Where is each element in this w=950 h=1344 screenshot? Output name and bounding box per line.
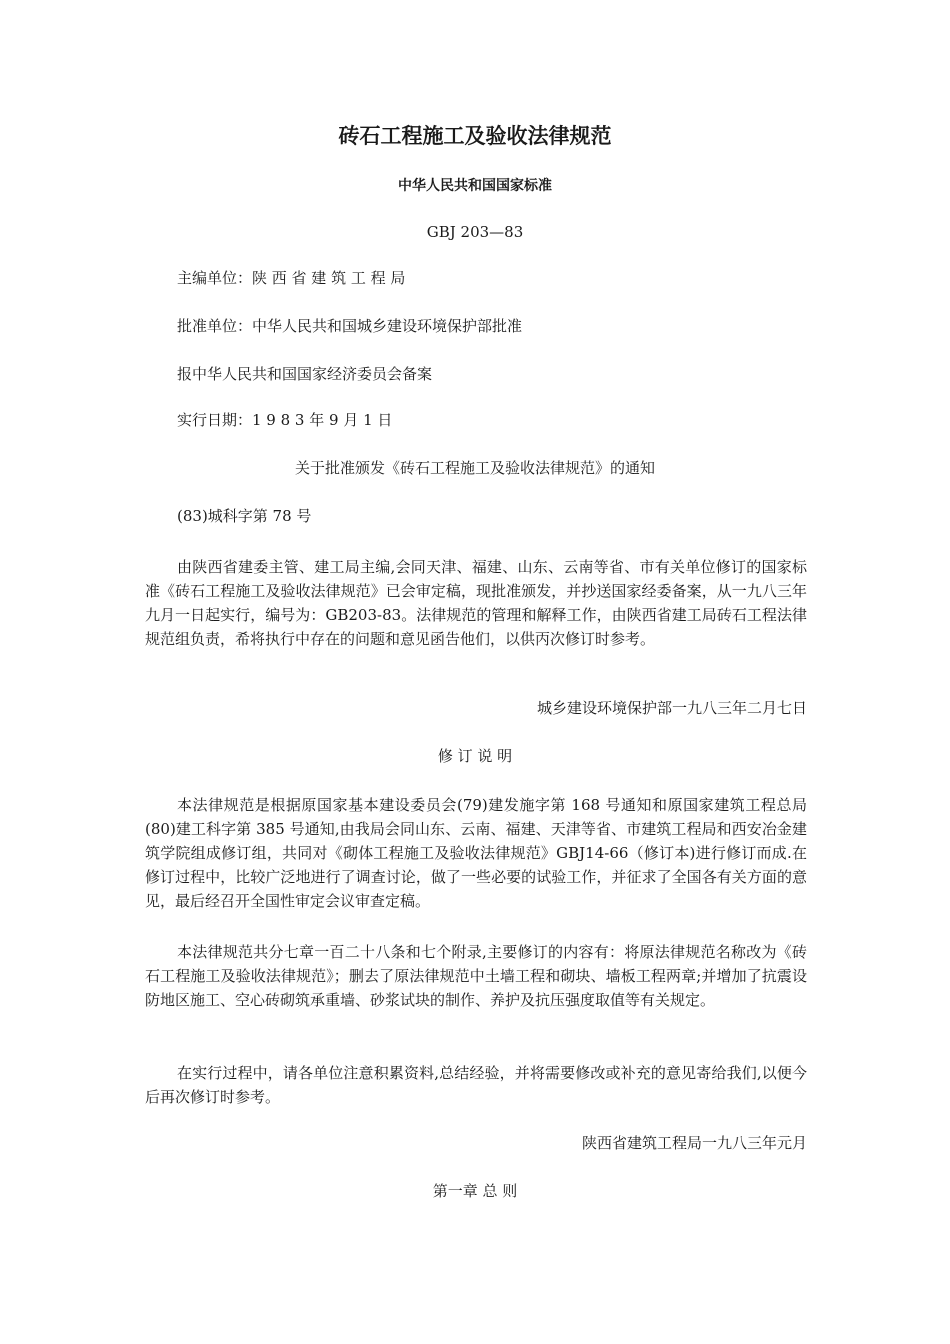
revision-paragraph-3: 在实行过程中，请各单位注意积累资料,总结经验，并将需要修改或补充的意见寄给我们,以便今后再次修订时参考。 bbox=[145, 1064, 807, 1106]
notice-body: 由陕西省建委主管、建工局主编,会同天津、福建、山东、云南等省、市有关单位修订的国家标准《砖石工程施工及验收法律规范》已会审定稿，现批准颁发，并抄送国家经委备案，从一九八三年九月一日起实行，编号为：GB203-83。法律规范的管理和解释工作，由陕西省建工局砖石工程法律规范组负责，希将执行中存在的问题和意见函告他们，以供丙次修订时参考。 bbox=[145, 558, 807, 648]
approval-unit: 批准单位：中华人民共和国城乡建设环境保护部批准 bbox=[177, 317, 523, 335]
revision-title: 修 订 说 明 bbox=[437, 747, 513, 765]
standard-code: GBJ 203—83 bbox=[426, 223, 524, 241]
filing-note: 报中华人民共和国国家经济委员会备案 bbox=[177, 365, 433, 383]
chapter-title: 第一章 总 则 bbox=[432, 1182, 518, 1200]
revision-signature: 陕西省建筑工程局一九八三年元月 bbox=[581, 1134, 807, 1152]
revision-paragraph-2: 本法律规范共分七章一百二十八条和七个附录,主要修订的内容有：将原法律规范名称改为《砖石工程施工及验收法律规范》；删去了原法律规范中土墙工程和砌块、墙板工程两章;并增加了抗震设防地区施工、空心砖砌筑承重墙、砂浆试块的制作、养护及抗压强度取值等有关规定。 bbox=[145, 943, 807, 1009]
effective-date: 实行日期：1 9 8 3 年 9 月 1 日 bbox=[177, 411, 393, 429]
editor-unit: 主编单位：陕 西 省 建 筑 工 程 局 bbox=[177, 269, 406, 287]
notice-title: 关于批准颁发《砖石工程施工及验收法律规范》的通知 bbox=[294, 459, 655, 477]
revision-paragraph-1: 本法律规范是根据原国家基本建设委员会(79)建发施字第 168 号通知和原国家建筑工程总局(80)建工科字第 385 号通知,由我局会同山东、云南、福建、天津等省、市建筑工程局和西安冶金建筑学院组成修订组，共同对《砌体工程施工及验收法律规范》GBJ14-66（修订本)进行修订而成.在修订过程中，比较广泛地进行了调查讨论，做了一些必要的试验工作，并征求了全国各有关方面的意见，最后经召开全国性审定会议审查定稿。 bbox=[145, 796, 807, 910]
document-subtitle: 中华人民共和国国家标准 bbox=[398, 178, 552, 194]
notice-signature: 城乡建设环境保护部一九八三年二月七日 bbox=[536, 699, 807, 717]
document-title: 砖石工程施工及验收法律规范 bbox=[338, 124, 612, 148]
notice-number: (83)城科字第 78 号 bbox=[177, 507, 312, 525]
